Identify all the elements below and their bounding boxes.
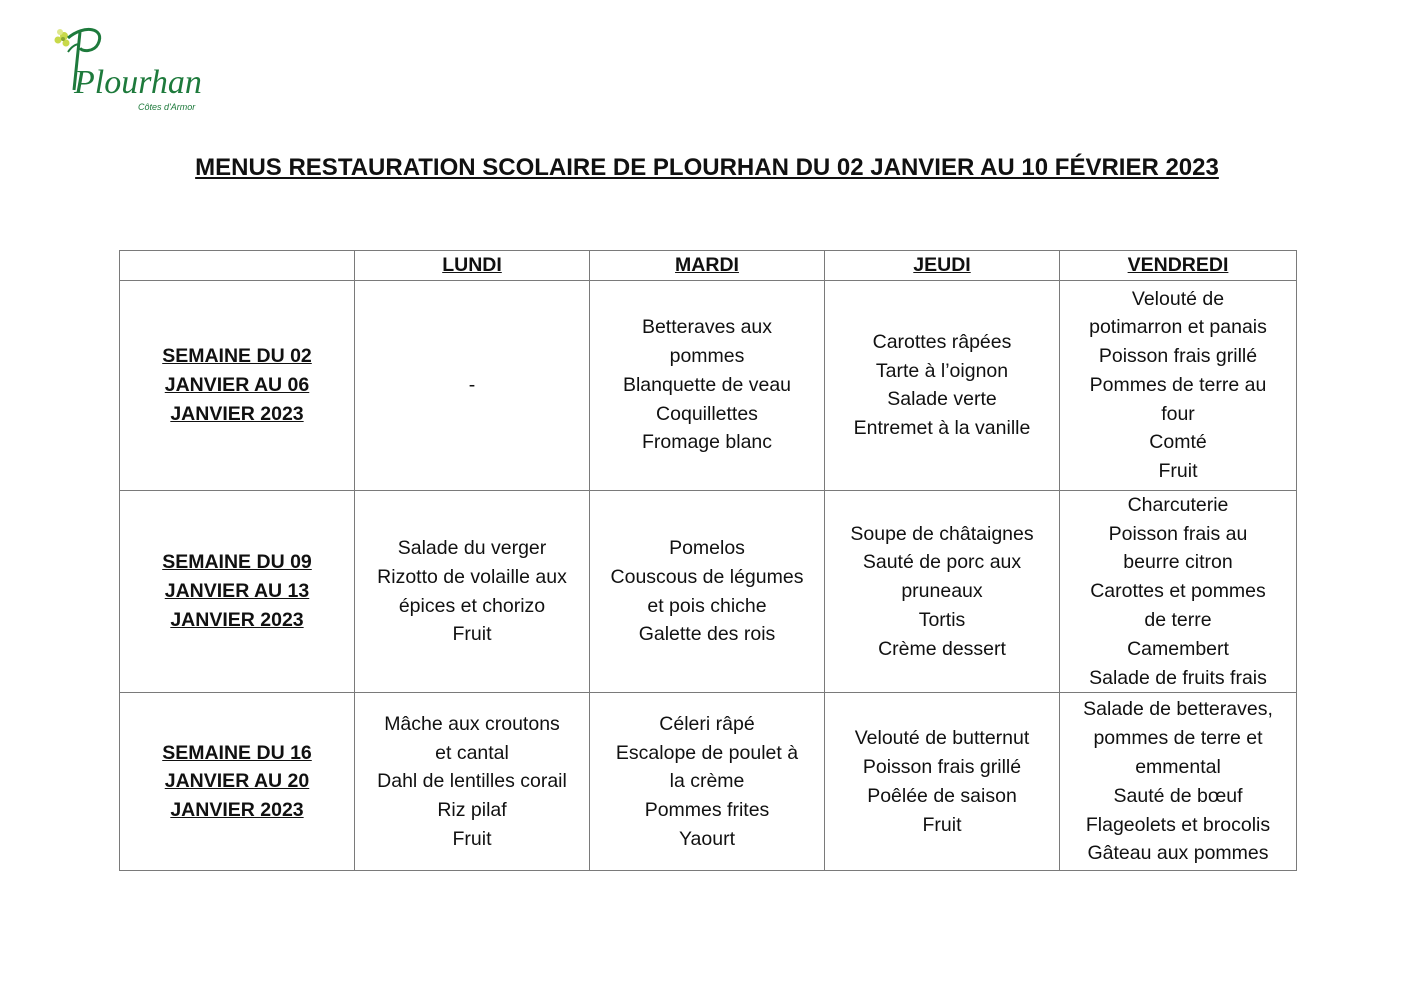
week-label-line: SEMAINE DU 02 <box>162 345 312 368</box>
dish-line: Betteraves aux <box>641 316 773 339</box>
dish-line: Couscous de légumes <box>610 565 804 588</box>
dish-line: Tarte à l’oignon <box>875 359 1009 382</box>
dish-line: Salade du verger <box>397 536 547 559</box>
dish-line: Galette des rois <box>638 623 776 646</box>
table-row <box>120 693 1297 871</box>
week-label-line: JANVIER AU 13 <box>164 580 310 603</box>
header-row <box>120 251 1297 281</box>
dish-line: Gâteau aux pommes <box>1087 842 1269 865</box>
dish-line: Salade verte <box>887 388 997 411</box>
dish-line: Velouté de butternut <box>854 727 1030 750</box>
dish-line: pommes de terre et <box>1093 727 1263 750</box>
logo-text: Plourhan <box>74 64 202 101</box>
dish-line: four <box>1161 402 1195 425</box>
menu-cell-mardi <box>590 693 825 871</box>
menu-table <box>119 250 1297 871</box>
dish-line: beurre citron <box>1123 551 1233 574</box>
dish-line: Fruit <box>452 623 492 646</box>
menu-cell-lundi <box>355 280 590 490</box>
dish-line: pommes <box>669 345 745 368</box>
dish-line: Sauté de bœuf <box>1113 784 1243 807</box>
dish-line: Flageolets et brocolis <box>1085 813 1271 836</box>
week-label-line: JANVIER 2023 <box>170 608 304 631</box>
dish-line: Salade de fruits frais <box>1089 666 1267 689</box>
table-row <box>120 490 1297 693</box>
dish-line: la crème <box>669 770 745 793</box>
menu-cell-lundi <box>355 693 590 871</box>
dish-line: Poisson frais grillé <box>862 756 1022 779</box>
header-cell-mardi: MARDI <box>590 251 825 281</box>
dish-line: Rizotto de volaille aux <box>377 565 567 588</box>
menu-cell-jeudi <box>825 490 1060 693</box>
dish-line: Carottes et pommes <box>1090 580 1266 603</box>
dish-line: et cantal <box>435 741 509 764</box>
plourhan-logo <box>54 22 214 112</box>
menu-cell-vendredi <box>1060 490 1297 693</box>
week-label-line: JANVIER 2023 <box>170 402 304 425</box>
week-label-line: JANVIER 2023 <box>170 799 304 822</box>
dish-line: Poêlée de saison <box>867 784 1017 807</box>
dish-line: Comté <box>1149 431 1207 454</box>
dish-line: Carottes râpées <box>872 330 1012 353</box>
table-row <box>120 280 1297 490</box>
dish-line: Fromage blanc <box>641 431 773 454</box>
logo-subtext: Côtes d'Armor <box>138 102 196 112</box>
dish-line: Blanquette de veau <box>622 373 792 396</box>
week-label-line: SEMAINE DU 09 <box>162 551 312 574</box>
header-cell-empty <box>120 251 355 281</box>
dish-line: Tortis <box>918 608 966 631</box>
dish-line: de terre <box>1144 608 1212 631</box>
dish-line: Entremet à la vanille <box>853 417 1031 440</box>
dish-line: - <box>468 373 476 396</box>
dish-line: pruneaux <box>901 580 983 603</box>
dish-line: Salade de betteraves, <box>1083 698 1273 721</box>
dish-line: Sauté de porc aux <box>862 551 1022 574</box>
menu-cell-mardi <box>590 280 825 490</box>
dish-line: Pommes de terre au <box>1089 373 1267 396</box>
dish-line: Velouté de <box>1131 287 1225 310</box>
page-title: MENUS RESTAURATION SCOLAIRE DE PLOURHAN DU 02 JANVIER AU 10 FÉVRIER 2023 <box>195 154 1219 181</box>
dish-line: Dahl de lentilles corail <box>377 770 567 793</box>
header-cell-jeudi: JEUDI <box>825 251 1060 281</box>
dish-line: Riz pilaf <box>437 799 507 822</box>
dish-line: Fruit <box>1158 460 1198 483</box>
menu-cell-mardi <box>590 490 825 693</box>
dish-line: Crème dessert <box>878 637 1006 660</box>
week-label-cell <box>120 490 355 693</box>
dish-line: Soupe de châtaignes <box>850 522 1034 545</box>
week-label-cell <box>120 693 355 871</box>
dish-line: épices et chorizo <box>398 594 546 617</box>
dish-line: potimarron et panais <box>1089 316 1267 339</box>
dish-line: Fruit <box>922 813 962 836</box>
menu-cell-jeudi <box>825 693 1060 871</box>
week-label-line: JANVIER AU 20 <box>164 770 310 793</box>
menu-cell-jeudi <box>825 280 1060 490</box>
menu-cell-vendredi <box>1060 280 1297 490</box>
week-label-line: SEMAINE DU 16 <box>162 741 312 764</box>
dish-line: et pois chiche <box>647 594 767 617</box>
dish-line: Yaourt <box>678 828 735 851</box>
dish-line: Mâche aux croutons <box>384 712 560 735</box>
dish-line: Fruit <box>452 828 492 851</box>
dish-line: Poisson frais au <box>1108 522 1248 545</box>
week-label-line: JANVIER AU 06 <box>164 373 310 396</box>
week-label-cell <box>120 280 355 490</box>
dish-line: Céleri râpé <box>659 712 755 735</box>
dish-line: Poisson frais grillé <box>1098 345 1258 368</box>
dish-line: Pomelos <box>669 536 745 559</box>
dish-line: Camembert <box>1127 637 1229 660</box>
dish-line: Pommes frites <box>644 799 770 822</box>
dish-line: Escalope de poulet à <box>615 741 799 764</box>
menu-cell-vendredi <box>1060 693 1297 871</box>
menu-cell-lundi <box>355 490 590 693</box>
header-cell-vendredi: VENDREDI <box>1060 251 1297 281</box>
dish-line: emmental <box>1135 756 1221 779</box>
dish-line: Coquillettes <box>656 402 758 425</box>
dish-line: Charcuterie <box>1127 493 1229 516</box>
header-cell-lundi: LUNDI <box>355 251 590 281</box>
